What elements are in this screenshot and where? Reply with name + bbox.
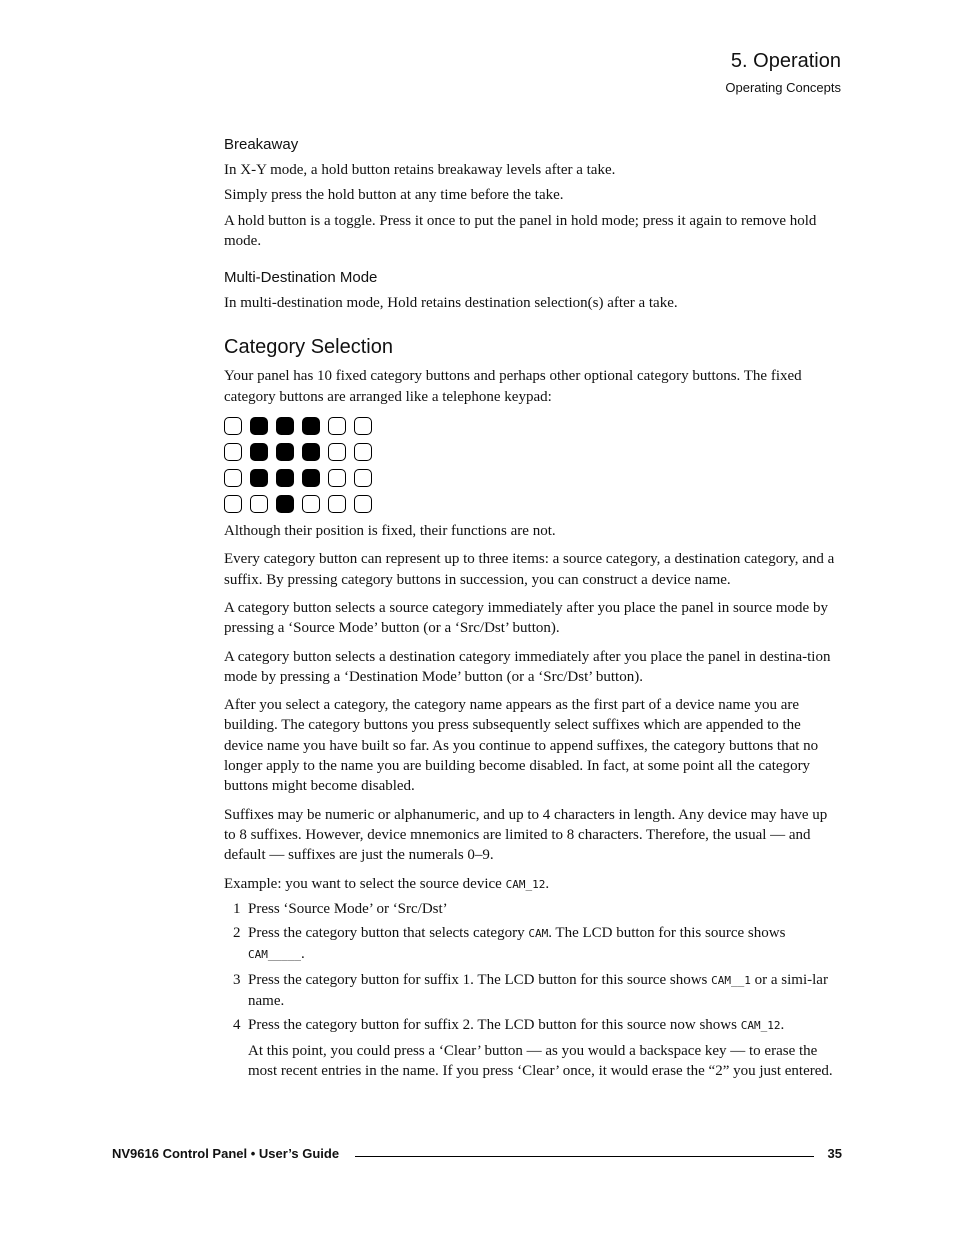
keypad-row bbox=[224, 495, 840, 513]
paragraph: A hold button is a toggle. Press it once to put the panel in hold mode; press it again to remove hold mode. bbox=[224, 212, 817, 249]
category-button-optional bbox=[354, 495, 372, 513]
steps-list bbox=[224, 899, 840, 1037]
list-item bbox=[224, 1015, 840, 1036]
step-code: CAM_12 bbox=[740, 1019, 781, 1033]
category-button-optional bbox=[224, 469, 242, 487]
footer-title: NV9616 Control Panel • User’s Guide bbox=[112, 1146, 340, 1161]
category-button-fixed bbox=[276, 443, 294, 461]
example-text-end: . bbox=[545, 875, 550, 892]
category-button-fixed bbox=[276, 417, 294, 435]
list-item bbox=[224, 899, 840, 919]
category-button-optional bbox=[224, 495, 242, 513]
page-footer bbox=[112, 1146, 842, 1166]
category-button-fixed bbox=[302, 417, 320, 435]
section-title: Operating Concepts bbox=[725, 80, 841, 95]
category-button-optional bbox=[328, 417, 346, 435]
example-code: CAM_12 bbox=[505, 877, 546, 891]
keypad-diagram bbox=[224, 417, 840, 513]
category-button-optional bbox=[328, 443, 346, 461]
category-button-fixed bbox=[250, 469, 268, 487]
step-number: 2 bbox=[233, 925, 241, 942]
category-button-optional bbox=[328, 469, 346, 487]
example-paragraph bbox=[224, 874, 840, 895]
step-text: Press ‘Source Mode’ or ‘Src/Dst’ bbox=[248, 900, 448, 917]
step-number: 4 bbox=[233, 1017, 241, 1034]
step-text: . bbox=[300, 946, 305, 963]
paragraph: At this point, you could press a ‘Clear’ button — as you would a backspace key — to erase the most recent entries in the name. If you press ‘Clear’ once, it would erase the “2” you just entered. bbox=[248, 1042, 833, 1079]
category-button-optional bbox=[354, 417, 372, 435]
keypad-row bbox=[224, 417, 840, 435]
step-text: Press the category button that selects category bbox=[248, 925, 529, 942]
heading-multi-destination: Multi-Destination Mode bbox=[224, 269, 378, 287]
step-code: CAM bbox=[528, 927, 549, 941]
category-button-fixed bbox=[302, 443, 320, 461]
step-text: Press the category button for suffix 1. The LCD button for this source shows bbox=[248, 971, 712, 988]
category-button-optional bbox=[302, 495, 320, 513]
step-text: . The LCD button for this source shows bbox=[548, 925, 786, 942]
step-text: . bbox=[780, 1017, 785, 1034]
keypad-row bbox=[224, 469, 840, 487]
heading-breakaway: Breakaway bbox=[224, 136, 299, 153]
chapter-title: 5. Operation bbox=[730, 50, 841, 72]
category-button-fixed bbox=[302, 469, 320, 487]
keypad-row bbox=[224, 443, 840, 461]
list-item bbox=[224, 923, 840, 966]
paragraph: Suffixes may be numeric or alphanumeric, and up to 4 characters in length. Any device may have up to 8 suffixes. However, device mnemonics are limited to 8 characters. Therefore, the usual — and default — suffixes are just the numerals 0–9. bbox=[224, 806, 828, 864]
footer-rule bbox=[355, 1156, 814, 1157]
paragraph: In multi-destination mode, Hold retains destination selection(s) after a take. bbox=[224, 295, 678, 312]
paragraph: Your panel has 10 fixed category buttons and perhaps other optional category buttons. The fixed category buttons are arranged like a telephone keypad: bbox=[224, 368, 802, 405]
category-button-optional bbox=[354, 443, 372, 461]
step-code: CAM_____ bbox=[248, 948, 301, 962]
category-button-fixed bbox=[250, 417, 268, 435]
step-text: or a simi-lar name. bbox=[248, 971, 828, 1010]
list-item bbox=[224, 970, 840, 1012]
paragraph: After you select a category, the category name appears as the first part of a device name you are building. The category buttons you press subsequently select suffixes which are appended to the device name you have built so far. As you continue to append suffixes, the category buttons that no longer apply to the name you are building become disabled. In fact, at some point all the category buttons might become disabled. bbox=[224, 697, 819, 795]
category-button-optional bbox=[328, 495, 346, 513]
step-code: CAM__1 bbox=[711, 973, 751, 987]
heading-category-selection: Category Selection bbox=[224, 336, 393, 359]
step-number: 1 bbox=[233, 900, 241, 917]
category-button-optional bbox=[250, 495, 268, 513]
paragraph: A category button selects a source category immediately after you place the panel in source mode by pressing a ‘Source Mode’ button (or a ‘Src/Dst’ button). bbox=[224, 599, 828, 637]
category-button-fixed bbox=[250, 443, 268, 461]
category-button-optional bbox=[224, 417, 242, 435]
paragraph: In X-Y mode, a hold button retains breakaway levels after a take. bbox=[224, 162, 616, 178]
paragraph: A category button selects a destination category immediately after you place the panel in destina-tion mode by pressing a ‘Destination Mode’ button (or a ‘Src/Dst’ button). bbox=[224, 648, 831, 685]
example-text: Example: you want to select the source device bbox=[224, 875, 506, 892]
category-button-optional bbox=[354, 469, 372, 487]
category-button-fixed bbox=[276, 495, 294, 513]
step-number: 3 bbox=[233, 971, 241, 988]
paragraph: Simply press the hold button at any time before the take. bbox=[224, 187, 564, 204]
page-number: 35 bbox=[827, 1146, 842, 1161]
category-button-fixed bbox=[276, 469, 294, 487]
category-button-optional bbox=[224, 443, 242, 461]
paragraph: Although their position is fixed, their functions are not. bbox=[224, 523, 556, 540]
main-content bbox=[224, 135, 840, 1086]
step-text: Press the category button for suffix 2. The LCD button for this source now shows bbox=[248, 1017, 741, 1034]
paragraph: Every category button can represent up to three items: a source category, a destination category, and a suffix. By pressing category buttons in succession, you can construct a device name. bbox=[224, 551, 835, 588]
